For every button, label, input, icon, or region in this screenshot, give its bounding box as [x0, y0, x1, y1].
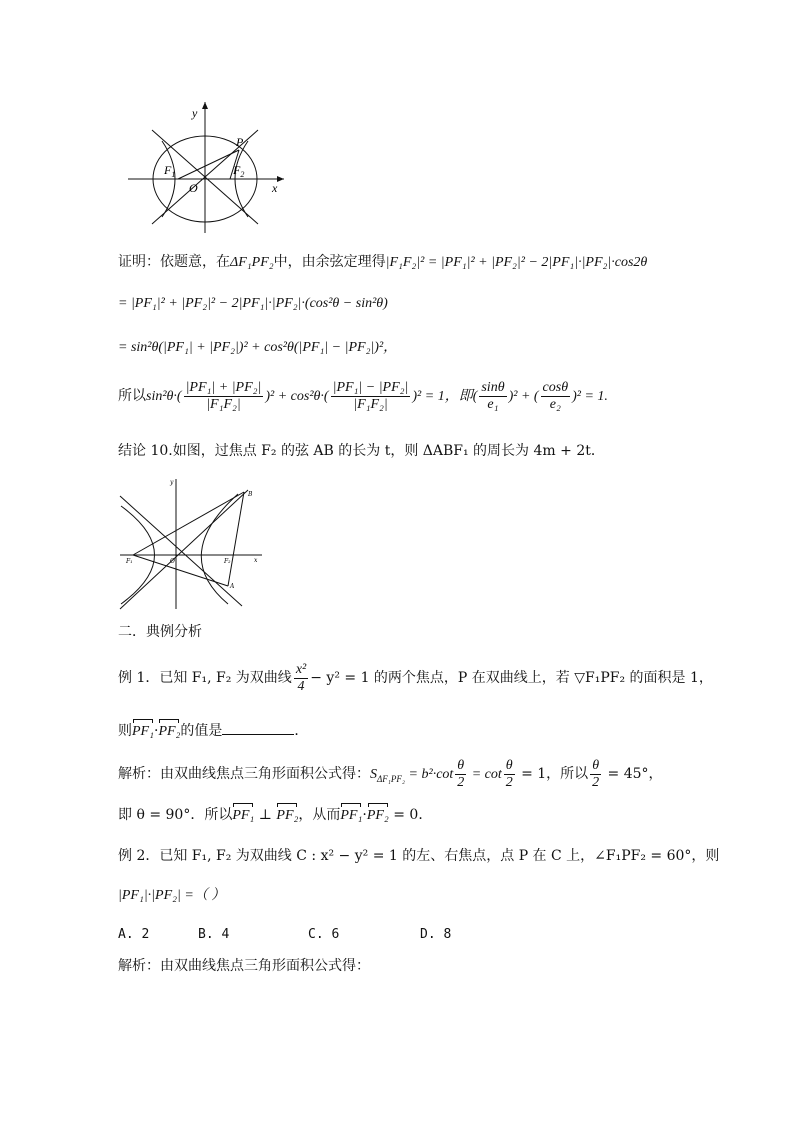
ellipse-hyperbola-figure: [126, 100, 286, 235]
solution-1-result: 即 θ = 90°．所以PF₁ ⊥ PF₂，从而PF₁·PF₂ = 0．: [118, 805, 432, 826]
fig2-label-y: y: [170, 479, 174, 486]
fig1-label-p: P: [236, 135, 244, 149]
fig2-label-o: O: [170, 558, 175, 565]
example-1-question: 则PF₁·PF₂的值是 ．: [118, 720, 308, 742]
fig1-label-x: x: [272, 181, 278, 195]
choice-b: B. 4: [198, 927, 230, 942]
fraction: $\frac{\text{x²}}{4}$: [295, 661, 307, 694]
choice-c: C. 6: [308, 927, 340, 942]
proof-line-1: 证明：依题意，在ΔF₁PF₂中，由余弦定理得|F₁F₂|² = |PF₁|² + |PF₂|² − 2|PF₁|·|PF₂|·cos2θ: [118, 254, 648, 270]
fig1-label-o: O: [189, 181, 198, 195]
fig2-label-a: A: [230, 583, 235, 590]
fraction: $\frac{\theta}{2}$: [457, 757, 465, 790]
proof-line-2: = |PF₁|² + |PF₂|² − 2|PF₁|·|PF₂|·(cos²θ − sin²θ): [118, 296, 388, 311]
answer-choices: [118, 924, 451, 945]
fig1-label-y: y: [192, 106, 198, 120]
fraction: $\frac{\theta}{2}$: [592, 757, 600, 790]
solution-2: 解析：由双曲线焦点三角形面积公式得：: [118, 958, 370, 974]
fig2-label-f1: F₁: [126, 558, 133, 565]
fig2-label-b: B: [248, 491, 253, 498]
answer-blank: [222, 720, 294, 735]
conclusion-10: 结论 10.如图，过焦点 F₂ 的弦 AB 的长为 t，则 ΔABF₁ 的周长为 4m + 2t．: [118, 443, 605, 459]
fig1-label-f1: $F_1$: [164, 163, 176, 179]
example-2: 例 2．已知 F₁, F₂ 为双曲线 C : x² − y² = 1 的左、右焦点，点 P 在 C 上，∠F₁PF₂ = 60°，则: [118, 848, 720, 864]
fraction: $\frac{\text{|PF₁| − |PF₂|}}{\text{|F₁F₂|}}$: [332, 379, 409, 412]
fig2-label-x: x: [254, 557, 258, 564]
choice-a: A. 2: [118, 927, 150, 942]
hyperbola-chord-figure: [118, 476, 268, 612]
example-2-question: |PF₁|·|PF₂| =（ ）: [118, 888, 226, 903]
section-heading: 二．典例分析: [118, 624, 202, 640]
fraction: $\frac{\cos\theta}{\text{e₂}}$: [542, 379, 569, 412]
fraction: $\frac{\theta}{2}$: [505, 757, 513, 790]
fraction: $\frac{\text{|PF₁| + |PF₂|}}{\text{|F₁F₂|}}$: [185, 379, 262, 412]
example-1: 例 1．已知 F₁, F₂ 为双曲线 $\frac{\text{x²}}{4}$ − y² = 1 的两个焦点，P 在双曲线上，若 ▽F₁PF₂ 的面积是 1，: [118, 661, 713, 694]
fig1-label-f2: $F_2$: [233, 163, 245, 179]
proof-line-4: 所以sin²θ·( $\frac{\text{|PF₁| + |PF₂|}}{\text{|F₁F₂|}}$ )² + cos²θ·( $\frac{\text{|PF₁| − |PF₂|}}{\text{|F₁F₂|}}$ )² = 1，即( $\frac{\sin\theta}{\text{e₁}}$ )² + ( $\frac{\cos\theta}{\text{e₂}}$ )² = 1.: [118, 379, 608, 412]
solution-1: 解析：由双曲线焦点三角形面积公式得：$S_{\Delta F_1PF_2} = b^2\cdot\cot$ $\frac{\theta}{2}$ = cot $\frac{\theta}{2}$ = 1，所以 $\frac{\theta}{2}$ = 45°，: [118, 757, 663, 790]
fraction: $\frac{\sin\theta}{\text{e₁}}$: [481, 379, 505, 412]
fig2-label-f2: F₂: [224, 558, 231, 565]
proof-line-3: = sin²θ(|PF₁| + |PF₂|)² + cos²θ(|PF₁| − |PF₂|)²，: [118, 340, 398, 355]
choice-d: D. 8: [420, 927, 452, 942]
